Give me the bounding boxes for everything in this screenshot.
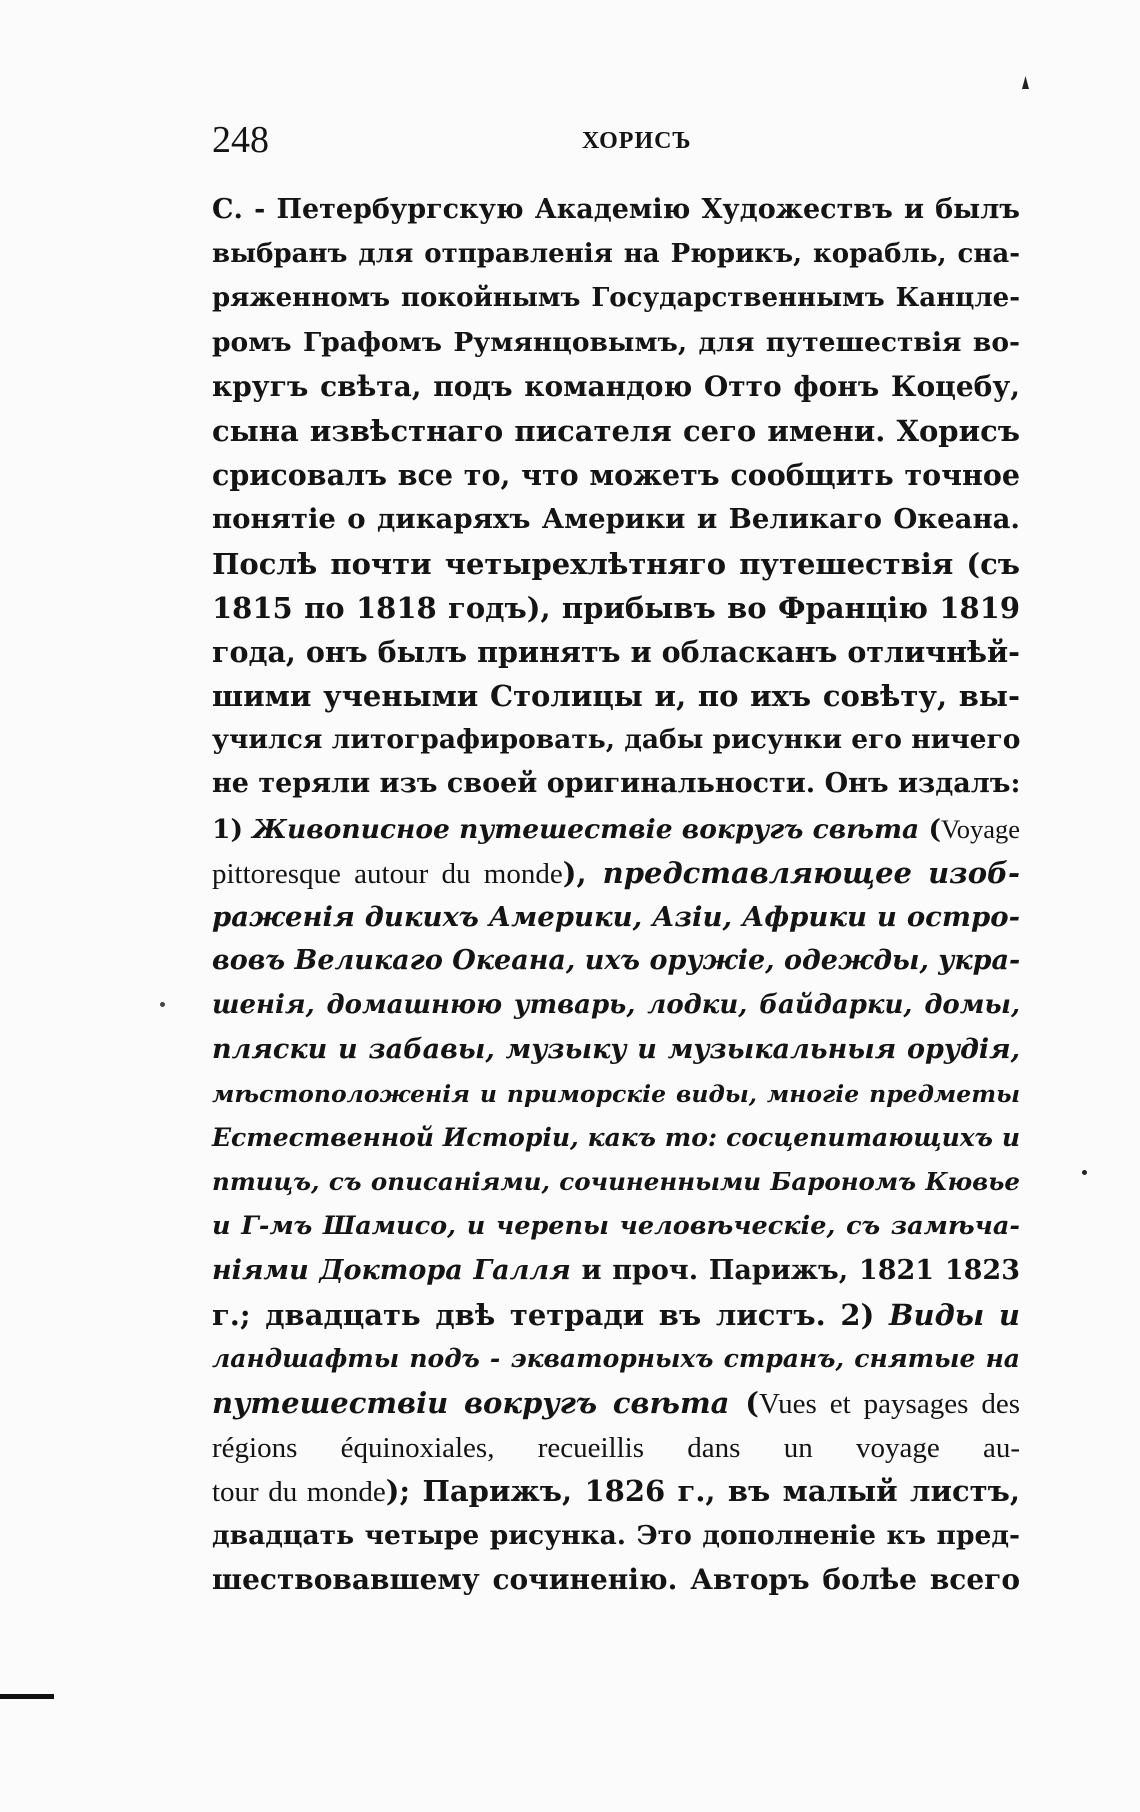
text-line [212, 188, 1020, 232]
text-run: ( [919, 813, 941, 845]
text-line [212, 1558, 1020, 1602]
text-line [212, 321, 1020, 365]
text-line [212, 674, 1020, 718]
text-line [212, 1028, 1020, 1072]
latin-text: régions équinoxiales, recueillis dans un voyage au- [212, 1432, 1020, 1465]
italic-text: Виды и [888, 1297, 1020, 1332]
text-line [212, 497, 1020, 541]
text-line [212, 762, 1020, 806]
text-line [212, 851, 1020, 895]
text-line [212, 1116, 1020, 1160]
print-speck [1082, 1170, 1087, 1175]
text-line [212, 1514, 1020, 1558]
running-head: ХОРИСЪ [582, 128, 692, 154]
text-line [212, 718, 1020, 762]
text-line [212, 453, 1020, 497]
text-run: ), [562, 855, 603, 890]
italic-text: Естественной Исторіи, какъ то: сосцепитающихъ и [212, 1122, 1020, 1152]
latin-text: Vues et paysages des [758, 1388, 1020, 1421]
page-header [212, 118, 1020, 168]
text-line [212, 1072, 1020, 1116]
text-run: ( [729, 1386, 759, 1421]
text-run: С. - Петербургскую Академію Художествъ и былъ [212, 194, 1020, 225]
page-edge-mark [0, 1694, 54, 1699]
text-line [212, 983, 1020, 1027]
text-run: шествовавшему сочиненію. Авторъ болѣе всего [212, 1562, 1020, 1596]
text-line [212, 586, 1020, 630]
text-line [212, 1469, 1020, 1513]
text-run: выбранъ для отправленія на Рюрикъ, корабль, сна- [212, 239, 1020, 270]
italic-text: вовъ Великаго Океана, ихъ оружіе, одежды, укра- [212, 945, 1021, 977]
text-line [212, 1204, 1020, 1248]
italic-text: птицъ, съ описаніями, сочиненными Барономъ Кювье [212, 1167, 1020, 1197]
latin-text: tour du monde [212, 1476, 386, 1509]
text-run: не теряли изъ своей оригинальности. Онъ издалъ: [212, 768, 1021, 800]
text-run: Послѣ почти четырехлѣтняго путешествія (съ [212, 546, 1020, 581]
italic-text: шенія, домашнюю утварь, лодки, байдарки, домы, [212, 990, 1020, 1021]
italic-text: ніями Доктора Галля [212, 1254, 571, 1286]
text-line [212, 365, 1020, 409]
italic-text: представляющее изоб- [602, 855, 1021, 890]
text-run: двадцать четыре рисунка. Это дополненіе къ пред- [212, 1519, 1020, 1551]
text-run: 1) [212, 813, 253, 845]
text-line [212, 1249, 1020, 1293]
print-speck [160, 1002, 165, 1007]
italic-text: Живописное путешествіе вокругъ свѣта [252, 813, 920, 845]
text-run: и проч. Парижъ, 1821 1823 [570, 1254, 1020, 1286]
text-line [212, 409, 1020, 453]
print-mark [1022, 76, 1029, 89]
text-line [212, 630, 1020, 674]
text-run: ромъ Графомъ Румянцовымъ, для путешествія во- [212, 326, 1020, 358]
text-line [212, 276, 1020, 320]
text-run: понятіе о дикаряхъ Америки и Великаго Океана. [212, 503, 1020, 536]
text-line [212, 542, 1020, 586]
text-run: года, онъ былъ принятъ и обласканъ отличнѣй- [212, 634, 1020, 669]
italic-text: и Г-мъ Шамисо, и черепы человѣческіе, съ замѣча- [212, 1211, 1020, 1242]
latin-text: Voyage [941, 813, 1020, 844]
latin-text: pittoresque autour du monde [212, 857, 563, 890]
text-line [212, 807, 1020, 851]
italic-text: раженія дикихъ Америки, Азіи, Африки и остро- [212, 901, 1020, 933]
text-line [212, 1293, 1020, 1337]
text-line [212, 1160, 1020, 1204]
text-run: сына извѣстнаго писателя сего имени. Хорисъ [212, 413, 1020, 448]
italic-text: путешествіи вокругъ свѣта [212, 1386, 730, 1421]
text-run: ряженномъ покойнымъ Государственнымъ Канцле- [212, 283, 1020, 314]
text-run: кругъ свѣта, подъ командою Отто фонъ Коцебу, [212, 369, 1020, 403]
text-run: г.; двадцать двѣ тетради въ листъ. 2) [212, 1297, 889, 1332]
body-text [212, 188, 1020, 1602]
italic-text: ландшафты подъ - экваторныхъ странъ, снятые на [212, 1343, 1020, 1373]
text-run: шими учеными Столицы и, по ихъ совѣту, вы- [212, 679, 1020, 714]
text-line [212, 895, 1020, 939]
text-line [212, 1381, 1020, 1425]
text-line [212, 1337, 1020, 1381]
italic-text: пляски и забавы, музыку и музыкальныя орудія, [212, 1033, 1020, 1065]
text-run: срисовалъ все то, что можетъ сообщить точное [212, 458, 1020, 493]
text-line [212, 939, 1020, 983]
text-run: учился литографировать, дабы рисунки его ничего [212, 724, 1021, 756]
italic-text: мѣстоположенія и приморскіе виды, многіе предметы [212, 1079, 1020, 1108]
text-run: 1815 по 1818 годъ), прибывъ во Францію 1819 [212, 590, 1020, 625]
text-line [212, 232, 1020, 276]
text-line [212, 1425, 1020, 1469]
text-run: ); Парижъ, 1826 г., въ малый листъ, [385, 1474, 1020, 1509]
page-number: 248 [212, 119, 269, 161]
